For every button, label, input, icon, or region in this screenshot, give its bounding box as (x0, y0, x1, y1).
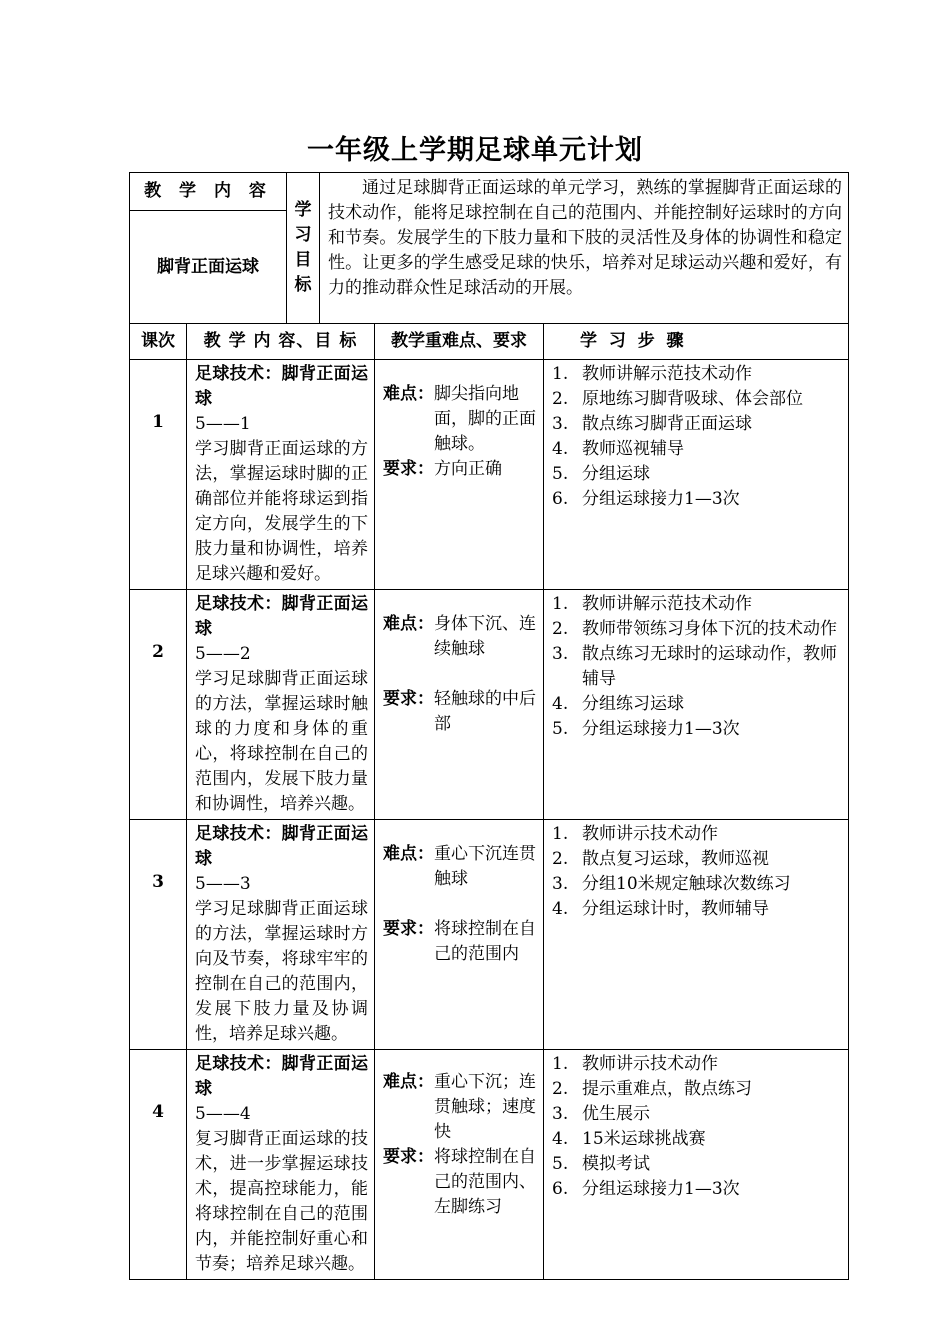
content-label: 教 学 内 容 (130, 173, 287, 211)
lesson-keypoints (375, 360, 544, 590)
list-item: 4. 教师巡视辅导 (552, 439, 685, 459)
list-item: 1. 教师讲示技术动作 (552, 1054, 719, 1074)
lesson-steps (544, 1050, 849, 1280)
lesson-steps (544, 820, 849, 1050)
lesson-desc: 复习脚背正面运球的技术，进一步掌握运球技术，提高控球能力，能将球控制在自己的范围内，并能控制好重心和节奏；培养足球兴趣。 (195, 1129, 369, 1274)
require-label: 要求： (383, 1147, 435, 1167)
goal-text: 通过足球脚背正面运球的单元学习，熟练的掌握脚背正面运球的技术动作，能将足球控制在自己的范围内、并能控制好运球时的方向和节奏。发展学生的下肢力量和下肢的灵活性及身体的协调性和稳定性。让更多的学生感受足球的快乐，培养对足球运动兴趣和爱好，有力的推动群众性足球活动的开展。 (320, 173, 849, 324)
goal-label: 学 习 目 标 (287, 173, 320, 324)
difficulty-text: 脚尖指向地面，脚的正面触球。 (434, 384, 537, 454)
list-item: 2. 原地练习脚背吸球、体会部位 (552, 389, 804, 409)
difficulty-text: 身体下沉、连续触球 (434, 614, 537, 659)
list-item: 4. 分组运球计时，教师辅导 (552, 899, 770, 919)
difficulty-text: 重心下沉连贯触球 (434, 844, 537, 889)
lesson-number: 4 (130, 1050, 187, 1280)
list-item: 2. 提示重难点，散点练习 (552, 1079, 753, 1099)
list-item: 1. 教师讲示技术动作 (552, 824, 719, 844)
lesson-steps (544, 360, 849, 590)
table-row (130, 1050, 849, 1280)
lesson-desc: 学习足球脚背正面运球的方法，掌握运球时触球的力度和身体的重心，将球控制在自己的范围内，发展下肢力量和协调性，培养兴趣。 (195, 669, 369, 814)
difficulty-text: 重心下沉；连贯触球；速度快 (434, 1072, 537, 1142)
lesson-number: 3 (130, 820, 187, 1050)
lesson-content (187, 360, 375, 590)
difficulty-label: 难点： (383, 844, 435, 864)
difficulty-label: 难点： (383, 384, 435, 404)
list-item: 3. 优生展示 (552, 1104, 651, 1124)
lesson-desc: 学习脚背正面运球的方法，掌握运球时脚的正确部位并能将球运到指定方向，发展学生的下肢力量和协调性，培养足球兴趣和爱好。 (195, 439, 369, 584)
table-row (130, 590, 849, 820)
list-item: 4. 15米运球挑战赛 (552, 1129, 706, 1149)
lesson-keypoints (375, 1050, 544, 1280)
col-lesson-header: 课次 (130, 324, 187, 360)
table-row (130, 360, 849, 590)
lesson-number: 1 (130, 360, 187, 590)
lesson-content (187, 590, 375, 820)
list-item: 6. 分组运球接力1—3次 (552, 1179, 740, 1199)
lesson-keypoints (375, 590, 544, 820)
lesson-content (187, 1050, 375, 1280)
list-item: 2. 教师带领练习身体下沉的技术动作 (552, 619, 838, 639)
require-text: 方向正确 (434, 459, 503, 479)
list-item: 3. 散点练习脚背正面运球 (552, 414, 753, 434)
lesson-number: 2 (130, 590, 187, 820)
list-item: 3. 散点练习无球时的运球动作，教师辅导 (552, 644, 838, 689)
require-label: 要求： (383, 689, 435, 709)
list-item: 4. 分组练习运球 (552, 694, 685, 714)
require-text: 将球控制在自己的范围内、左脚练习 (434, 1147, 537, 1217)
lesson-code: 5——2 (195, 644, 251, 664)
list-item: 3. 分组10米规定触球次数练习 (552, 874, 791, 894)
lesson-heading: 足球技术：脚背正面运球 (195, 364, 369, 409)
lesson-keypoints (375, 820, 544, 1050)
require-text: 将球控制在自己的范围内 (434, 919, 537, 964)
lesson-steps (544, 590, 849, 820)
page-title: 一年级上学期足球单元计划 (307, 135, 643, 166)
lesson-heading: 足球技术：脚背正面运球 (195, 594, 369, 639)
list-item: 1. 教师讲解示范技术动作 (552, 364, 753, 384)
lesson-heading: 足球技术：脚背正面运球 (195, 1054, 369, 1099)
col-content-header: 教 学 内 容、目 标 (187, 324, 375, 360)
list-item: 5. 分组运球接力1—3次 (552, 719, 740, 739)
difficulty-label: 难点： (383, 614, 435, 634)
list-item: 2. 散点复习运球，教师巡视 (552, 849, 770, 869)
lesson-code: 5——3 (195, 874, 251, 894)
difficulty-label: 难点： (383, 1072, 435, 1092)
col-keypoints-header: 教学重难点、要求 (375, 324, 544, 360)
require-label: 要求： (383, 919, 435, 939)
col-steps-header: 学 习 步 骤 (544, 324, 849, 360)
lesson-code: 5——4 (195, 1104, 251, 1124)
list-item: 5. 分组运球 (552, 464, 651, 484)
require-label: 要求： (383, 459, 435, 479)
content-value: 脚背正面运球 (130, 211, 287, 324)
list-item: 6. 分组运球接力1—3次 (552, 489, 740, 509)
lesson-desc: 学习足球脚背正面运球的方法，掌握运球时方向及节奏，将球牢牢的控制在自己的范围内，发展下肢力量及协调性，培养足球兴趣。 (195, 899, 369, 1044)
unit-plan-table (129, 172, 849, 1280)
lesson-heading: 足球技术：脚背正面运球 (195, 824, 369, 869)
list-item: 1. 教师讲解示范技术动作 (552, 594, 753, 614)
table-row (130, 820, 849, 1050)
lesson-code: 5——1 (195, 414, 251, 434)
require-text: 轻触球的中后部 (434, 689, 537, 734)
list-item: 5. 模拟考试 (552, 1154, 651, 1174)
lesson-content (187, 820, 375, 1050)
